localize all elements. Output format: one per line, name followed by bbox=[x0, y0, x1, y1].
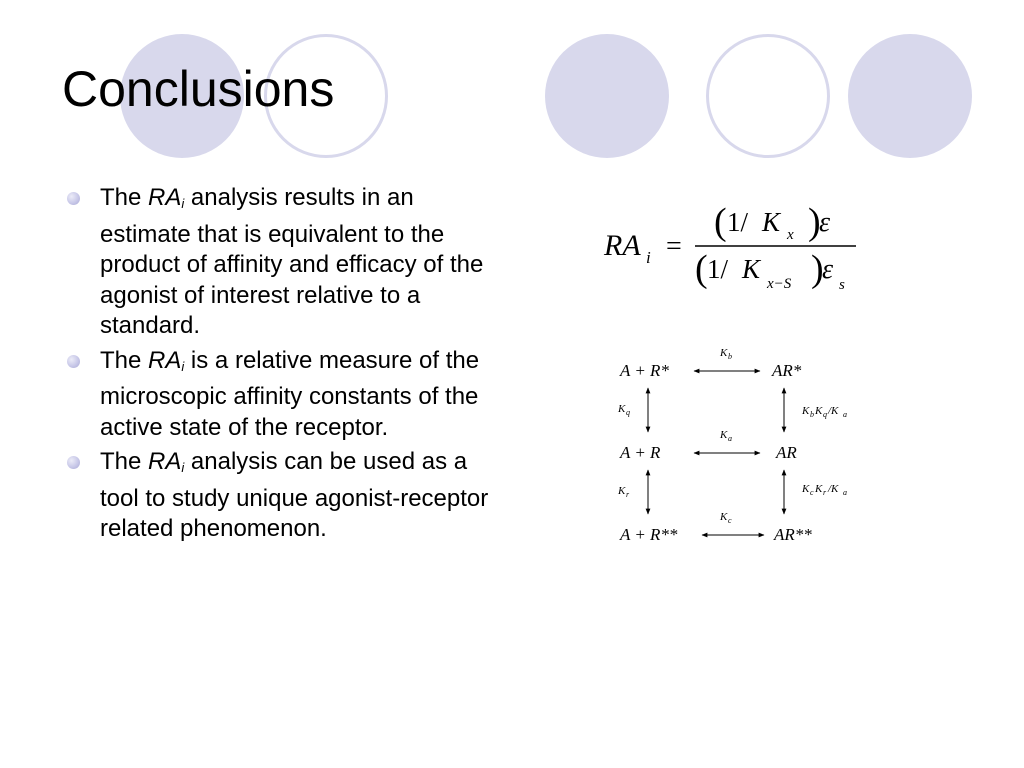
scheme-row3-k: K bbox=[720, 511, 728, 523]
scheme-row1-left: A + R* bbox=[620, 361, 669, 380]
bullet-dot-icon bbox=[67, 456, 80, 469]
scheme-right-v2-end: /K bbox=[828, 483, 839, 495]
scheme-right-v2: K bbox=[802, 483, 810, 495]
scheme-row3-left: A + R** bbox=[620, 525, 678, 544]
formula-lhs-sub: i bbox=[646, 248, 651, 267]
bullet-item: The $RA_i$ analysis can be used as a tool to study unique agonist-receptor related phenomenon. bbox=[64, 447, 504, 545]
receptor-scheme-svg bbox=[612, 342, 862, 552]
scheme-right-v1-mid-sub: q bbox=[823, 410, 827, 419]
scheme-row1-right: AR* bbox=[772, 361, 802, 380]
scheme-row2-left: A + R bbox=[620, 443, 661, 462]
formula-equals: = bbox=[666, 231, 682, 262]
formula-num-open: ( bbox=[714, 201, 727, 243]
scheme-right-v2-mid: K bbox=[815, 483, 823, 495]
scheme-row2-k-sub: a bbox=[728, 434, 732, 443]
scheme-right-v1-sub: b bbox=[810, 410, 814, 419]
scheme-right-v1-mid: K bbox=[815, 405, 823, 417]
scheme-left-v2-sub: r bbox=[626, 490, 630, 499]
scheme-right-v1-end-sub: a bbox=[843, 410, 847, 419]
formula-lhs: RA bbox=[604, 229, 641, 262]
formula-den-sub: x−S bbox=[767, 276, 792, 292]
decor-circle-4 bbox=[706, 34, 830, 158]
bullet-dot-icon bbox=[67, 192, 80, 205]
formula-num-K: K bbox=[762, 207, 781, 237]
bullet-dot-icon bbox=[67, 355, 80, 368]
formula-den-one: 1/ bbox=[707, 254, 729, 284]
bullet-list bbox=[64, 183, 504, 549]
scheme-row1-k: K bbox=[720, 347, 728, 359]
scheme-right-v1-end: /K bbox=[828, 405, 839, 417]
scheme-right-v1: K bbox=[802, 405, 810, 417]
scheme-row1-k-sub: b bbox=[728, 352, 732, 361]
formula-num-close: ) bbox=[808, 201, 821, 243]
bullet-item: The $RA_i$ is a relative measure of the microscopic affinity constants of the active state of the receptor. bbox=[64, 346, 504, 444]
scheme-row2-right: AR bbox=[776, 443, 797, 462]
ra-formula bbox=[600, 192, 862, 302]
formula-num-one: 1/ bbox=[727, 207, 749, 237]
scheme-right-v2-mid-sub: r bbox=[823, 488, 827, 497]
formula-den-eps-sub: s bbox=[839, 277, 845, 293]
formula-den-K: K bbox=[742, 254, 761, 284]
scheme-row3-right: AR** bbox=[774, 525, 812, 544]
receptor-scheme bbox=[612, 342, 862, 552]
decor-circle-5 bbox=[848, 34, 972, 158]
decor-circle-3 bbox=[545, 34, 669, 158]
scheme-row2-k: K bbox=[720, 429, 728, 441]
scheme-right-v2-sub: c bbox=[810, 488, 814, 497]
formula-num-sub: x bbox=[787, 227, 794, 243]
scheme-right-v2-end-sub: a bbox=[843, 488, 847, 497]
scheme-row3-k-sub: c bbox=[728, 516, 732, 525]
formula-den-close: ) bbox=[811, 248, 824, 290]
slide-title: Conclusions bbox=[62, 61, 335, 117]
scheme-left-v2: K bbox=[618, 485, 626, 497]
formula-den-open: ( bbox=[695, 248, 708, 290]
formula-den-eps: ε bbox=[822, 254, 834, 285]
scheme-left-v1-sub: q bbox=[626, 408, 630, 417]
ra-formula-svg bbox=[600, 192, 862, 302]
bullet-item: The $RA_i$ analysis results in an estimate that is equivalent to the product of affinity and efficacy of the agonist of interest relative to a standard. bbox=[64, 183, 504, 342]
formula-num-eps: ε bbox=[819, 207, 831, 238]
scheme-left-v1: K bbox=[618, 403, 626, 415]
